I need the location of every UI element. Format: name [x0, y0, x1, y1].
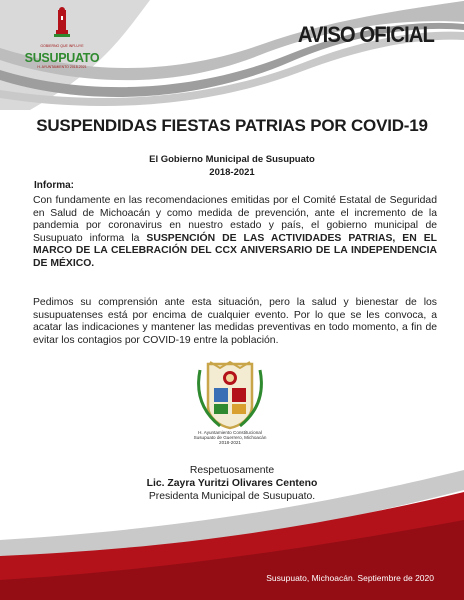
- signature-name: Lic. Zayra Yuritzi Olivares Centeno: [146, 478, 318, 489]
- tower-emblem-icon: [52, 6, 72, 38]
- announcement-text: Con fundamente en las recomendaciones emitidas por el Comité Estatal de Seguridad en Salud de Michoacán y como medida de prevención, ante el incremento de la pandemia por coronavirus en nuestro estado y país, el gobierno municipal de Susupuato informa la: [33, 195, 437, 244]
- appeal-paragraph: Pedimos su comprensión ante esta situación, pero la salud y bienestar de los susupuatenses está por encima de cualquier evento. Por lo que se les convoca, a acatar las indicaciones y mantener las medidas preventivas en todo momento, a fin de evitar los contagios por COVID-19 entre la población.: [33, 297, 437, 346]
- administration-period: 2018-2021: [209, 167, 255, 178]
- notice-headline: SUSPENDIDAS FIESTAS PATRIAS POR COVID-19: [36, 116, 428, 135]
- seal-caption-line-2: Susupuato de Guerrero, Michoacán: [193, 435, 267, 441]
- announcement-paragraph: [33, 195, 437, 271]
- seal-caption: [162, 430, 298, 446]
- coat-of-arms-icon: [190, 360, 270, 430]
- footer-place-date: Susupuato, Michoacán. Septiembre de 2020: [266, 573, 434, 583]
- logo-wordmark: SUSUPUATO: [24, 51, 100, 65]
- signature-closing: Respetuosamente: [189, 465, 275, 476]
- aviso-oficial-title: AVISO OFICIAL: [297, 22, 434, 47]
- informa-label: Informa:: [34, 180, 74, 191]
- seal-caption-line-3: 2018-2021: [219, 440, 241, 446]
- issuer-name: El Gobierno Municipal de Susupuato: [149, 154, 315, 165]
- logo-caption-bottom: H. AYUNTAMIENTO 2018-2021: [37, 65, 87, 69]
- signature-role: Presidenta Municipal de Susupuato.: [148, 491, 316, 502]
- announcement-bold-text: SUSPENCIÓN DE LAS ACTIVIDADES PATRIAS, EN EL MARCO DE LA CELEBRACIÓN DEL CCX ANIVERSARIO DE LA INDEPENDENCIA DE MÉXICO.: [33, 232, 437, 269]
- municipal-logo: [22, 4, 102, 78]
- seal-caption-line-1: H. Ayuntamiento Constitucional: [198, 430, 262, 435]
- logo-caption-top: GOBIERNO QUE INFLUYE: [40, 44, 84, 48]
